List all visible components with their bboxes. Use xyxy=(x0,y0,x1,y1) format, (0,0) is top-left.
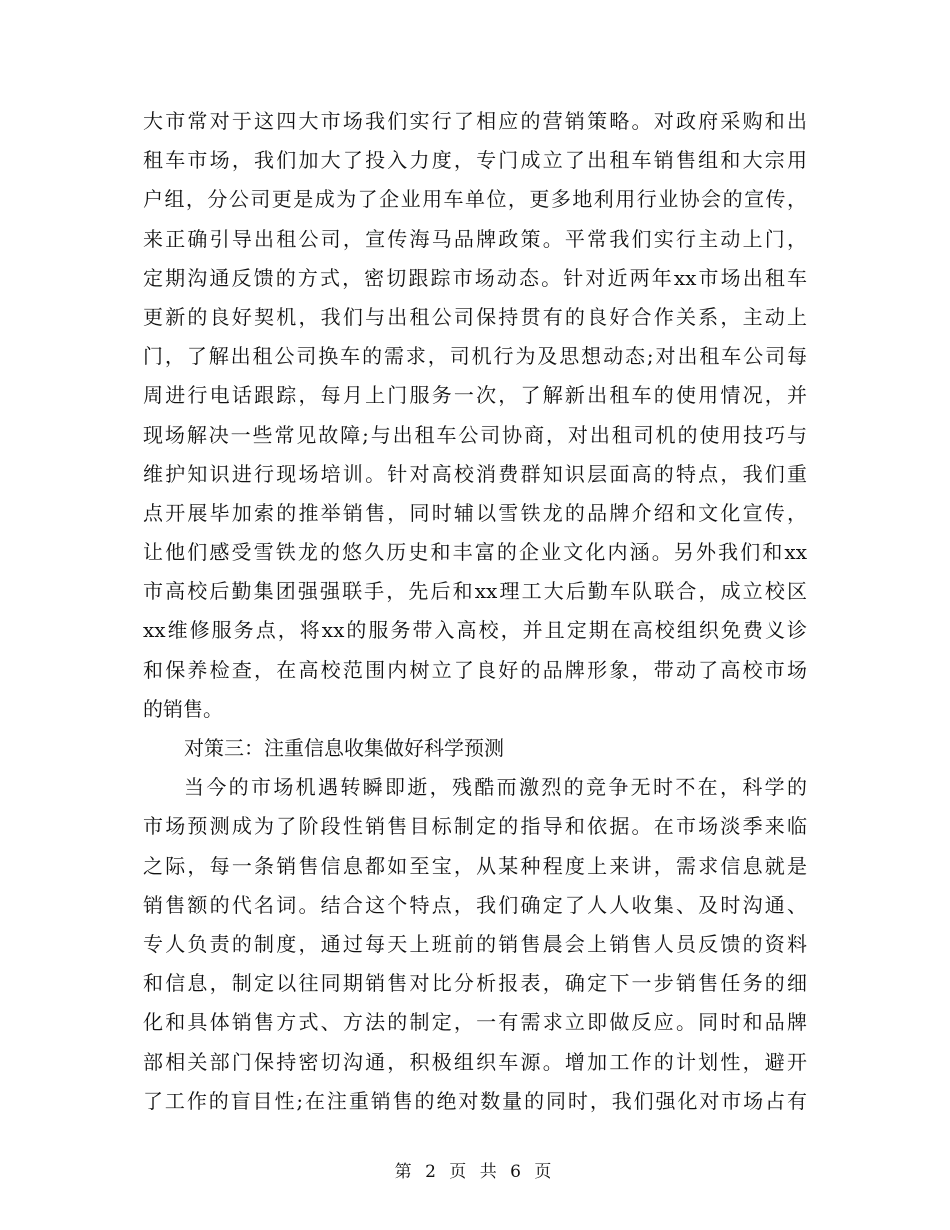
text-line: 租车市场，我们加大了投入力度，专门成立了出租车销售组和大宗用 xyxy=(143,148,807,173)
text-line: 来正确引导出租公司，宣传海马品牌政策。平常我们实行主动上门， xyxy=(143,226,807,251)
text-line: 维护知识进行现场培训。针对高校消费群知识层面高的特点，我们重 xyxy=(143,461,807,486)
text-line: 大市常对于这四大市场我们实行了相应的营销策略。对政府采购和出 xyxy=(143,109,807,133)
text-line: 更新的良好契机，我们与出租公司保持贯有的良好合作关系，主动上 xyxy=(143,304,807,329)
text-line: 销售额的代名词。结合这个特点，我们确定了人人收集、及时沟通、 xyxy=(143,892,807,917)
text-line: 定期沟通反馈的方式，密切跟踪市场动态。针对近两年xx市场出租车 xyxy=(143,265,807,290)
section-heading: 对策三：注重信息收集做好科学预测 xyxy=(184,736,504,760)
text-line: 市高校后勤集团强强联手，先后和xx理工大后勤车队联合，成立校区 xyxy=(143,579,807,604)
text-line: 化和具体销售方式、方法的制定，一有需求立即做反应。同时和品牌 xyxy=(143,1010,807,1035)
text-line: 和保养检查，在高校范围内树立了良好的品牌形象，带动了高校市场 xyxy=(143,657,807,682)
text-line: 之际，每一条销售信息都如至宝，从某种程度上来讲，需求信息就是 xyxy=(143,853,807,878)
text-line: 部相关部门保持密切沟通，积极组织车源。增加工作的计划性，避开 xyxy=(143,1049,807,1074)
text-line: xx维修服务点，将xx的服务带入高校，并且定期在高校组织免费义诊 xyxy=(143,618,807,643)
text-line: 市场预测成为了阶段性销售目标制定的指导和依据。在市场淡季来临 xyxy=(143,814,807,839)
text-line: 和信息，制定以往同期销售对比分析报表，确定下一步销售任务的细 xyxy=(143,971,807,996)
text-line: 当今的市场机遇转瞬即逝，残酷而激烈的竞争无时不在，科学的 xyxy=(184,775,807,800)
page-number: 第 2 页 共 6 页 xyxy=(394,1162,556,1182)
text-line: 专人负责的制度，通过每天上班前的销售晨会上销售人员反馈的资料 xyxy=(143,931,807,956)
text-line: 让他们感受雪铁龙的悠久历史和丰富的企业文化内涵。另外我们和xx xyxy=(143,540,807,565)
text-line: 周进行电话跟踪，每月上门服务一次，了解新出租车的使用情况，并 xyxy=(143,383,807,408)
text-line: 点开展毕加索的推举销售，同时辅以雪铁龙的品牌介绍和文化宣传， xyxy=(143,500,807,525)
text-line: 门，了解出租公司换车的需求，司机行为及思想动态;对出租车公司每 xyxy=(143,344,807,369)
text-line: 现场解决一些常见故障;与出租车公司协商，对出租司机的使用技巧与 xyxy=(143,422,807,447)
document-body xyxy=(143,102,807,1121)
text-line: 的销售。 xyxy=(143,696,223,721)
text-line: 了工作的盲目性;在注重销售的绝对数量的同时，我们强化对市场占有 xyxy=(143,1088,807,1113)
text-line: 户组，分公司更是成为了企业用车单位，更多地利用行业协会的宣传， xyxy=(143,187,807,212)
